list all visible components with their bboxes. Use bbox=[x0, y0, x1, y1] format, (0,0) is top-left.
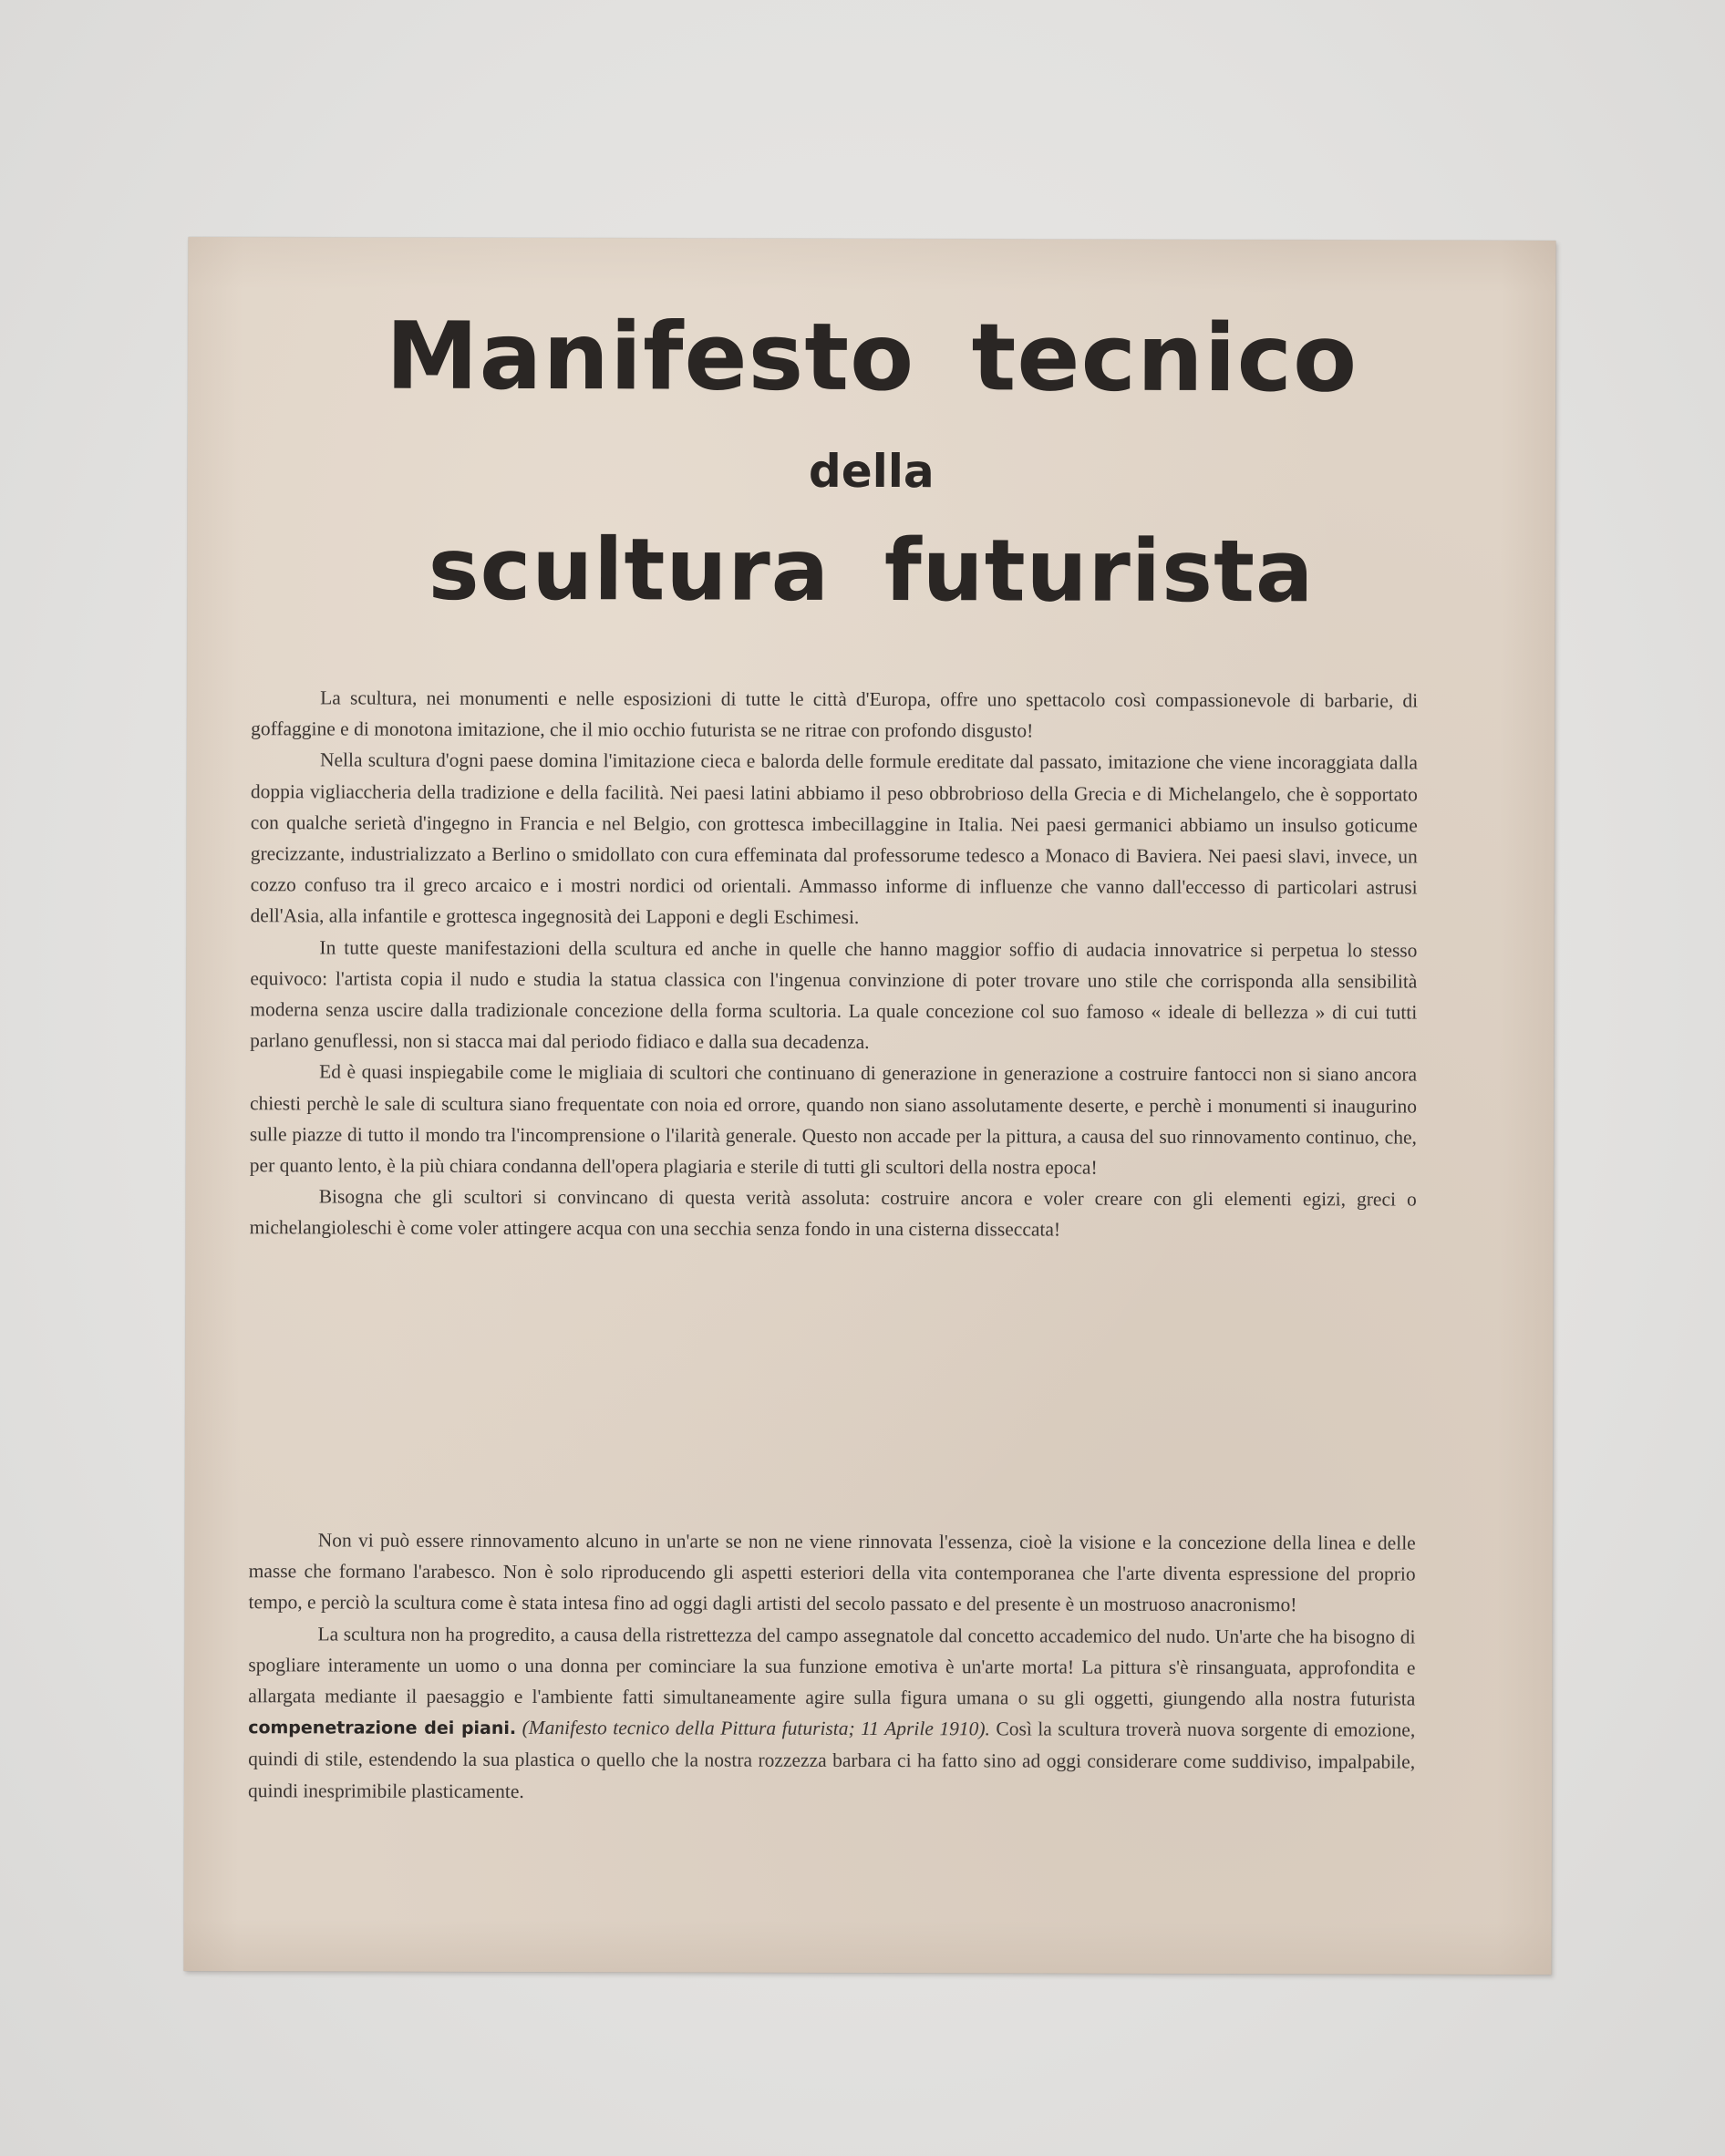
paragraph-text: La scultura non ha progredito, a causa della ristrettezza del campo assegnatole dal concetto accademico del nudo. Un'arte che ha bisogno di spogliare interamente un uomo o una donna per cominciare la sua funzione emotiva è un'arte morta! La pittura s'è rinsanguata, approfondita e allargata mediante il paesaggio e l'ambiente fatti simultaneamente agire sulla figura umana o su gli oggetti, giungendo alla nostra futurista bbox=[248, 1623, 1416, 1710]
body-section-second bbox=[248, 1524, 1416, 1809]
body-section-first bbox=[250, 682, 1419, 1246]
paragraph: In tutte queste manifestazioni della scultura ed anche in quelle che hanno maggior soffio di audacia innovatrice si perpetua lo stesso equivoco: l'artista copia il nudo e studia la statua classica con l'ingenua convinzione di poter trovare uno stile che corrisponda alla sensibilità moderna senza uscire dalla tradizionale concezione della forma scultoria. La quale concezione col suo famoso « ideale di bellezza » di cui tutti parlano genuflessi, non si stacca mai dal periodo fidiaco e dalla sua decadenza. bbox=[250, 936, 1418, 1054]
paragraph: Non vi può essere rinnovamento alcuno in un'arte se non ne viene rinnovata l'essenza, cioè la visione e la concezione della linea e delle masse che formano l'arabesco. Non è solo riproducendo gli aspetti esteriori della vita contemporanea che l'arte diventa espressione del proprio tempo, e perciò la scultura come è stata intesa fino ad oggi dagli artisti del secolo passato e del presente è un mostruoso anacronismo! bbox=[248, 1529, 1416, 1616]
title-line-3: scultura futurista bbox=[428, 520, 1315, 623]
manifesto-sheet bbox=[184, 237, 1556, 1975]
citation-italic: (Manifesto tecnico della Pittura futurista; 11 Aprile 1910). bbox=[522, 1717, 990, 1740]
paragraph: Nella scultura d'ogni paese domina l'imitazione cieca e balorda delle formule ereditate dal passato, imitazione che viene incoraggiata dalla doppia vigliaccheria della tradizione e della facilità. Nei paesi latini abbiamo il peso obbrobrioso della Grecia e di Michelangelo, che è sopportato con qualche serietà d'ingegno in Francia e nel Belgio, con grottesca imbecillaggine in Italia. Nei paesi germanici abbiamo un insulso goticume grecizzante, industrializzato a Berlino o smidollato con cura effeminata dal professorume tedesco a Monaco di Baviera. Nei paesi slavi, invece, un cozzo confuso tra il greco arcaico e i mostri nordici od orientali. Ammasso informe di influenze che vanno dall'eccesso di particolari astrusi dell'Asia, alla infantile e grottesca ingegnosità dei Lapponi e degli Eschimesi. bbox=[250, 748, 1419, 929]
paragraph bbox=[248, 1618, 1416, 1810]
emphasis-bold: compenetrazione dei piani. bbox=[248, 1718, 517, 1739]
title-line-2: della bbox=[808, 444, 935, 499]
paragraph: Bisogna che gli scultori si convincano di questa verità assoluta: costruire ancora e voler creare con gli elementi egizi, greci o michelangioleschi è come voler attingere acqua con una secchia senza fondo in una cisterna disseccata! bbox=[249, 1185, 1417, 1242]
paragraph-text: Così la scultura troverà nuova sorgente di emozione, quindi di stile, estendendo la sua plastica o quello che la nostra rozzezza barbara ci ha fatto sino ad oggi considerare come suddiviso, impalpabile, quindi inesprimibile plasticamente. bbox=[248, 1718, 1416, 1802]
paragraph: La scultura, nei monumenti e nelle esposizioni di tutte le città d'Europa, offre uno spettacolo così compassionevole di barbarie, di goffaggine e di monotona imitazione, che il mio occhio futurista se ne ritrae con profondo disgusto! bbox=[251, 686, 1419, 742]
paragraph: Ed è quasi inspiegabile come le migliaia di scultori che continuano di generazione in generazione a costruire fantocci non si siano ancora chiesti perchè le sale di scultura siano frequentate con noia ed orrore, quando non siano assolutamente deserte, e perchè i monumenti si inaugurino sulle piazze di tutto il mondo tra l'incomprensione o l'ilarità generale. Questo non accade per la pittura, a causa del suo rinnovamento continuo, che, per quanto lento, è la più chiara condanna dell'opera plagiaria e sterile di tutti gli scultori della nostra epoca! bbox=[249, 1060, 1418, 1179]
title-line-1: Manifesto tecnico bbox=[385, 302, 1358, 414]
